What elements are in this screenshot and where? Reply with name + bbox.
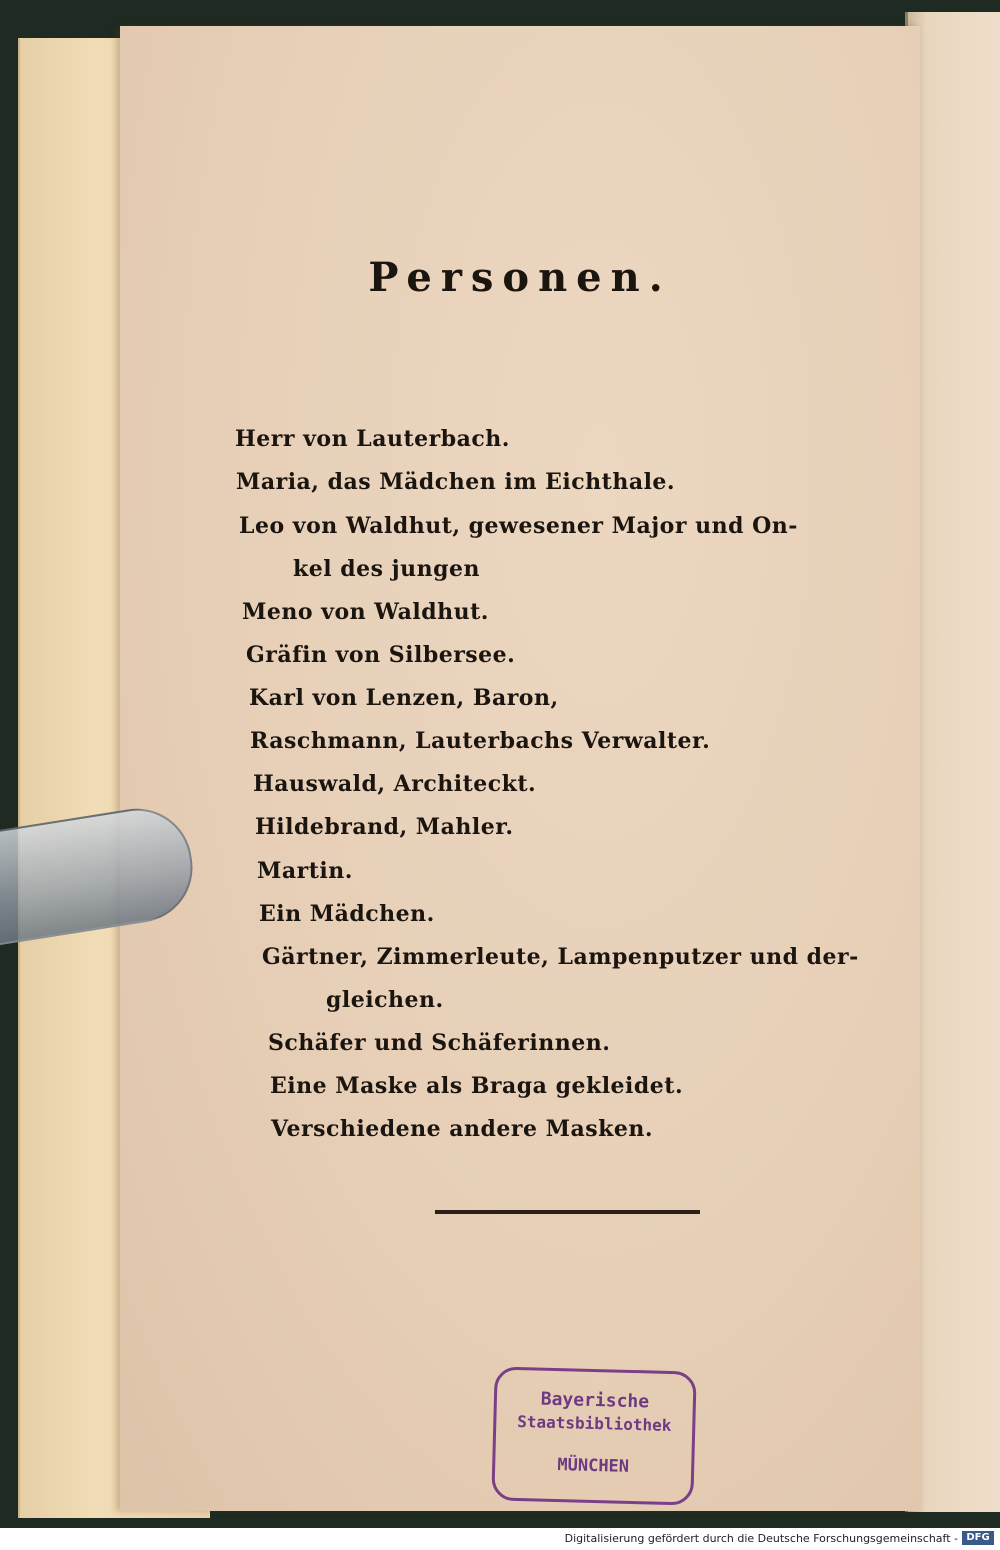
library-stamp <box>491 1366 696 1505</box>
cast-entry: Schäfer und Schäferinnen. <box>268 1030 611 1056</box>
cast-entry: Gärtner, Zimmerleute, Lampenputzer und der- <box>262 944 859 970</box>
book-page <box>120 26 920 1511</box>
cast-entry: Hauswald, Architeckt. <box>253 771 537 797</box>
page-heading: Personen. <box>368 254 672 301</box>
cast-entry-continuation: kel des jungen <box>293 556 481 582</box>
cast-entry: Ein Mädchen. <box>259 901 435 927</box>
cast-entry: Gräfin von Silbersee. <box>246 642 516 668</box>
stamp-line-1: Bayerische <box>540 1388 650 1413</box>
cast-entry: Leo von Waldhut, gewesener Major und On- <box>239 513 798 539</box>
horizontal-rule <box>435 1210 700 1214</box>
cast-entry: Martin. <box>257 858 353 884</box>
cast-entry: Maria, das Mädchen im Eichthale. <box>236 469 676 495</box>
cast-entry: Karl von Lenzen, Baron, <box>249 685 559 711</box>
cast-entry: Eine Maske als Braga gekleidet. <box>270 1073 684 1099</box>
footer-credit: Digitalisierung gefördert durch die Deutsche Forschungsgemeinschaft - <box>564 1532 958 1545</box>
dfg-logo-icon: DFG <box>962 1531 994 1545</box>
cast-entry: Herr von Lauterbach. <box>235 426 510 452</box>
cast-entry: Raschmann, Lauterbachs Verwalter. <box>250 728 711 754</box>
cast-entry: Meno von Waldhut. <box>242 599 489 625</box>
cast-entry: Hildebrand, Mahler. <box>255 814 514 840</box>
stamp-line-2: Staatsbibliothek <box>517 1411 672 1436</box>
stamp-line-3: MÜNCHEN <box>557 1455 630 1477</box>
cast-entry-continuation: gleichen. <box>326 987 444 1013</box>
cast-entry: Verschiedene andere Masken. <box>271 1116 654 1142</box>
